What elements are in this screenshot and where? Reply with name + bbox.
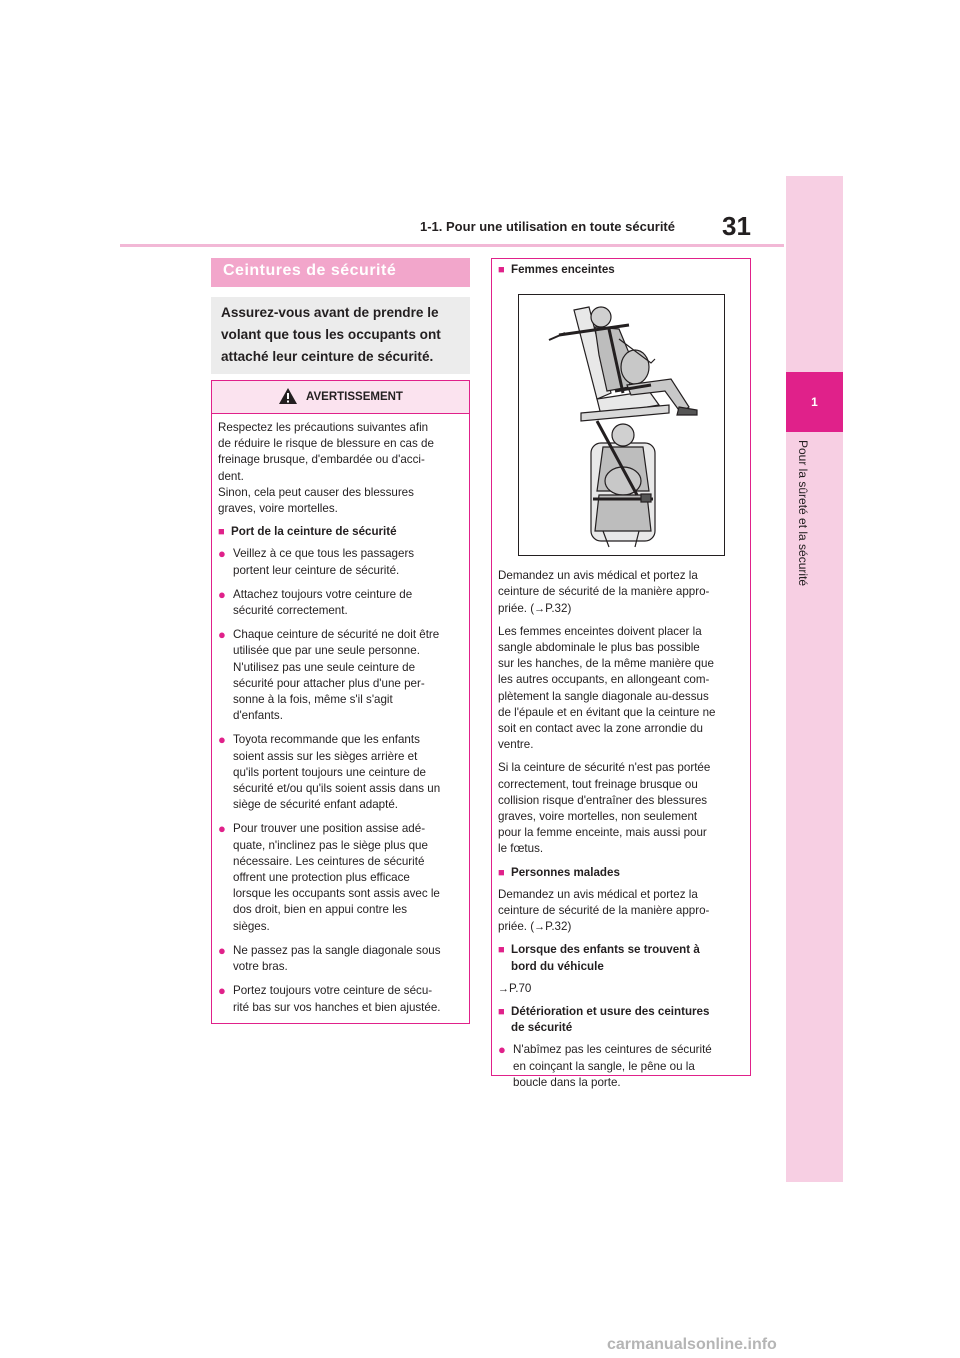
page-ref-link[interactable]: P.32	[545, 920, 568, 934]
list-item: ● Portez toujours votre ceinture de sécu- rité bas sur vos hanches et bien ajustée.	[218, 983, 463, 1015]
circle-bullet-icon: ●	[218, 983, 226, 999]
pregnant-risk: Si la ceinture de sécurité n'est pas portée correctement, tout freinage brusque ou collision risque d'entraîner des blessures graves, voire mortelles, non seulement pour la femme enceinte, mais aussi pour le fœtus.	[498, 761, 711, 856]
circle-bullet-icon: ●	[498, 1042, 506, 1058]
arrow-right-icon: →	[534, 921, 546, 934]
heading-sick: ■ Personnes malades	[498, 865, 744, 881]
page-ref-link[interactable]: P.70	[509, 981, 532, 995]
pregnant-instructions: Les femmes enceintes doivent placer la sangle abdominale le plus bas possible sur les hanches, de la même manière que les autres occupants, en allongeant com- plètement la sangle diagonale au-dessus de l'épaule et en évitant que la ceinture ne soit en contact avec la zone arrondie du ventre.	[498, 624, 716, 752]
info-box	[491, 258, 751, 1089]
warning-heading: ■ Port de la ceinture de sécurité	[218, 524, 463, 540]
circle-bullet-icon: ●	[218, 821, 226, 837]
list-item: ● Veillez à ce que tous les passagers portent leur ceinture de sécurité.	[218, 546, 463, 578]
arrow-right-icon: →	[498, 982, 509, 995]
chapter-title: Pour la sûreté et la sécurité	[796, 440, 810, 587]
list-item: ● Toyota recommande que les enfants soient assis sur les sièges arrière et qu'ils portent toujours une ceinture de sécurité et/ou qu'ils soient assis dans un siège de sécurité enfant adapté.	[218, 732, 463, 813]
circle-bullet-icon: ●	[218, 627, 226, 643]
warning-intro-text: Respectez les précautions suivantes afin de réduire le risque de blessure en cas de freinage brusque, d'embardée ou d'acci- dent. Sinon, cela peut causer des blessures graves, voire mortelles.	[218, 421, 434, 516]
page-ref-link[interactable]: P.32	[545, 601, 568, 615]
pregnant-seatbelt-illustration	[518, 294, 725, 556]
square-bullet-icon: ■	[498, 264, 505, 276]
circle-bullet-icon: ●	[218, 546, 226, 562]
list-item: ● Chaque ceinture de sécurité ne doit être utilisée que par une seule personne. N'utilisez pas une seule ceinture de sécurité pour attacher plus d'une per- sonne à la fois, même s'il s'agit d'enfants.	[218, 627, 463, 724]
side-tab	[786, 176, 843, 1182]
square-bullet-icon: ■	[498, 944, 505, 957]
warning-header	[212, 381, 469, 414]
warning-box	[211, 380, 470, 1024]
heading-wear: ■ Détérioration et usure des ceintures de sécurité	[498, 1004, 744, 1036]
list-item: ● Attachez toujours votre ceinture de sécurité correctement.	[218, 587, 463, 619]
list-item: ● Pour trouver une position assise adé- quate, n'inclinez pas le siège plus que nécessaire. Les ceintures de sécurité offrent une protection plus efficace lorsque les occupants sont assis avec le dos droit, bien en appui contre les sièges.	[218, 821, 463, 934]
intro-box: Assurez-vous avant de prendre le volant que tous les occupants ont attaché leur ceinture de sécurité.	[211, 297, 470, 374]
square-bullet-icon: ■	[498, 866, 505, 879]
watermark: carmanualsonline.info	[607, 1336, 777, 1353]
section-title: Ceintures de sécurité	[211, 258, 470, 287]
list-item: ● Ne passez pas la sangle diagonale sous votre bras.	[218, 943, 463, 975]
heading-children: ■ Lorsque des enfants se trouvent à bord du véhicule	[498, 942, 744, 974]
circle-bullet-icon: ●	[218, 732, 226, 748]
circle-bullet-icon: ●	[218, 942, 226, 958]
warning-triangle-icon	[278, 387, 298, 408]
page-number: 31	[722, 211, 751, 241]
pregnant-advice: Demandez un avis médical et portez la ceinture de sécurité de la manière appro- priée. (→P.32)	[498, 569, 710, 615]
children-ref	[498, 981, 744, 997]
running-head: 1-1. Pour une utilisation en toute sécurité	[420, 219, 675, 234]
circle-bullet-icon: ●	[218, 586, 226, 602]
sick-advice: Demandez un avis médical et portez la ceinture de sécurité de la manière appro- priée. (→P.32)	[498, 887, 710, 934]
square-bullet-icon: ■	[498, 1006, 505, 1019]
warning-label: AVERTISSEMENT	[306, 391, 403, 403]
arrow-right-icon: →	[534, 602, 546, 615]
square-bullet-icon: ■	[218, 526, 225, 539]
chapter-number-tab[interactable]: 1	[786, 372, 843, 432]
header-rule	[120, 244, 784, 247]
heading-pregnant: ■ Femmes enceintes	[498, 262, 744, 278]
list-item: ● N'abîmez pas les ceintures de sécurité en coinçant la sangle, le pêne ou la boucle dans la porte.	[498, 1042, 744, 1091]
